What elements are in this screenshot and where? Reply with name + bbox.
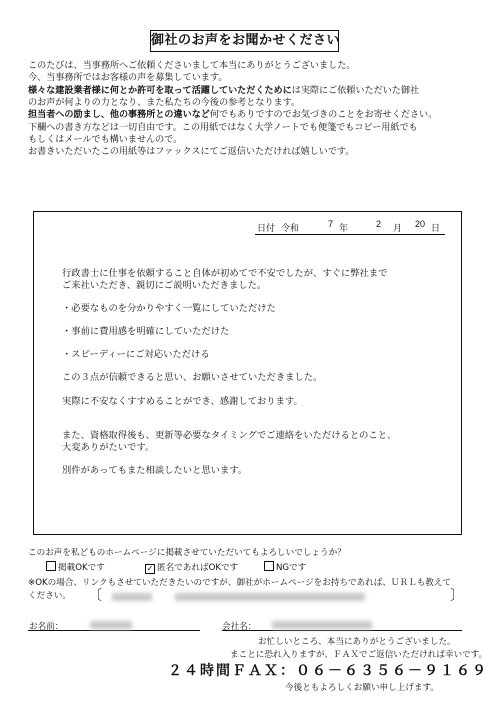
consent-option[interactable] — [264, 561, 306, 573]
date-month-unit: 月 — [393, 224, 403, 234]
comment-line: 別件があってもまた相談したいと思います。 — [62, 465, 248, 477]
intro-line — [28, 97, 300, 109]
intro-line — [28, 122, 418, 134]
intro-line-text: お書きいただいたこの用紙等はファックスにてご返信いただければ嬉しいです。 — [28, 147, 355, 158]
consent-option[interactable] — [145, 561, 238, 574]
comment-line: また、資格取得後も、更新等必要なタイミングでご連絡をいただけるとのこと、 — [62, 430, 397, 442]
comment-line: この３点が信頼できると思い、お願いさせていただきました。 — [62, 372, 323, 384]
intro-line-text: のお声が何よりの力となり、また私たちの今後の参考となります。 — [28, 97, 301, 108]
comment-line: 実際に不安なくすすめることができ、感謝しております。 — [62, 395, 303, 407]
closing-fax-request: まことに恐れ入りますが、ＦＡＸでご返信いただければ幸いです。 — [230, 650, 488, 660]
consent-option-label: 匿名であればOKです — [157, 563, 239, 573]
intro-line-rest: は実際にご依頼いただいた御社 — [291, 85, 420, 96]
closing-thanks: お忙しいところ、本当にありがとうございました。 — [258, 637, 456, 647]
url-bracket-open: 〔 — [88, 588, 102, 604]
intro-line-text: 今、当事務所ではお客様の声を募集しています。 — [28, 73, 228, 84]
intro-line-text: 様々な建設業者様に何とか許可を取って活躍していただくために — [28, 85, 292, 96]
checkbox[interactable] — [46, 561, 56, 571]
date-year: 7 — [328, 219, 334, 229]
name-label: お名前： — [29, 622, 64, 632]
checkbox[interactable]: ✓ — [146, 564, 154, 573]
comment-line: 大変ありがたいです。 — [62, 442, 155, 453]
intro-line — [28, 134, 182, 146]
intro-line — [28, 72, 227, 84]
consent-note-line2: ください。 — [28, 591, 71, 601]
date-month: 2 — [376, 219, 382, 229]
form-title: 御社のお声をお聞かせください — [150, 30, 339, 52]
consent-option[interactable] — [46, 561, 105, 573]
comment-line: ご来社いただき、親切にご説明いただきました。 — [62, 279, 267, 291]
url-redacted — [175, 593, 365, 601]
closing-regards: 今後ともよろしくお願い申し上げます。 — [285, 683, 440, 693]
intro-line-rest: 何でもありですのでお気づきのことをお寄せください。 — [209, 110, 438, 121]
date-year-unit: 年 — [339, 224, 349, 234]
date-era: 令和 — [281, 224, 300, 234]
url-redacted — [112, 593, 152, 601]
date-row — [255, 220, 445, 235]
consent-note-line1: ※OKの場合、リンクもさせていただきたいのですが、御社がホームページをお持ちであれば、ＵＲＬも教えて — [28, 578, 452, 588]
comment-line: ・事前に費用感を明確にしていただけた — [62, 326, 230, 337]
fax-number: ２４時間ＦＡＸ：０６－６３５６－９１６９ — [168, 663, 488, 679]
date-label: 日付 — [257, 224, 276, 234]
intro-line — [28, 60, 355, 72]
consent-question: このお声を私どものホームページに掲載させていただいてもよろしいでしょうか？ — [28, 548, 346, 558]
consent-option-label: 掲載OKです — [58, 563, 105, 573]
comment-line: ・スピーディーにご対応いただける — [62, 349, 210, 361]
intro-line-text: 担当者への励まし、他の事務所との違いなど — [28, 110, 210, 121]
checkbox[interactable] — [264, 561, 274, 571]
intro-line — [28, 146, 354, 158]
date-day-unit: 日 — [431, 224, 441, 234]
url-bracket-close: 〕 — [450, 588, 464, 604]
company-label: 会社名： — [222, 622, 257, 632]
comment-line: 行政書士に仕事を依頼すること自体が初めてで不安でしたが、すぐに弊社まで — [62, 268, 388, 279]
intro-line-text: このたびは、当事務所へご依頼くださいまして本当にありがとうございました。 — [28, 61, 356, 71]
intro-line — [28, 85, 419, 97]
company-redacted — [272, 621, 372, 629]
date-day: 20 — [415, 219, 426, 229]
consent-option-label: NGです — [276, 563, 307, 573]
intro-line-text: もしくはメールでも構いませんので。 — [28, 134, 183, 145]
name-redacted — [90, 621, 132, 629]
comment-line: ・必要なものを分かりやすく一覧にしていただけた — [62, 302, 276, 314]
intro-line — [28, 109, 437, 121]
intro-line-text: 下欄への書き方などは一切自由です。この用紙ではなく大学ノートでも便箋でもコピー用紙でも — [28, 122, 418, 133]
